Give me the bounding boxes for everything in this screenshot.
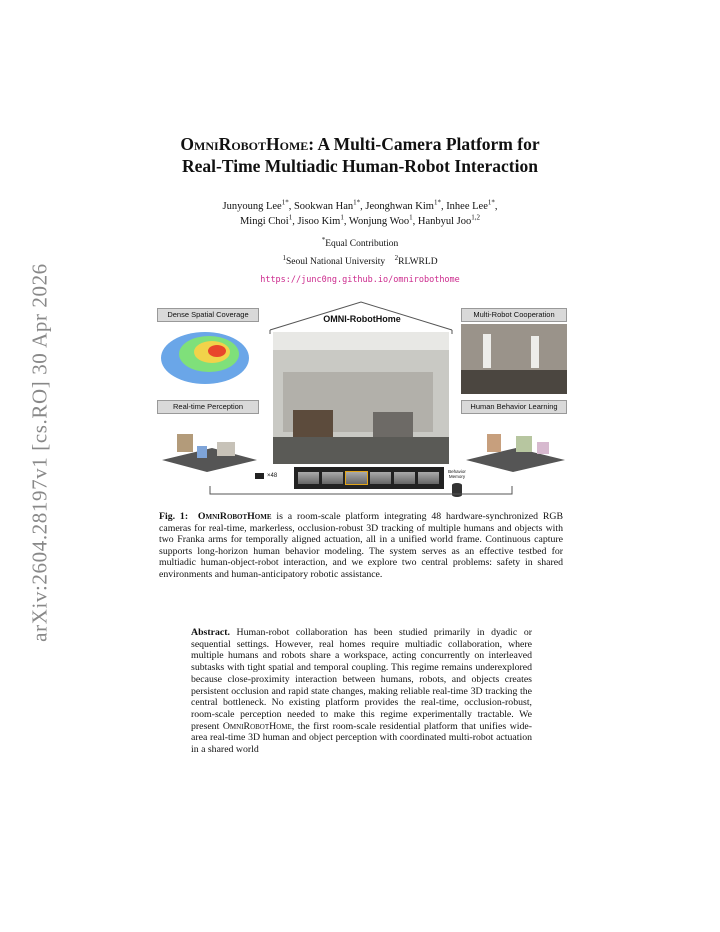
affil1-mark: 1	[282, 253, 286, 262]
caption-text: is a room-scale platform integrating 48 hardware-synchronized RGB cameras for real-time, markerless, occlusion-robust 3D tracking of multiple humans and objects with two Franka arms for temporally aligned actuation, all in a unified world frame. Continuous capture supports long-horizon human behavior modeling. The system serves as an effective testbed for multiadic human-object-robot interaction, and we explore two central problems: safety in shared environments and human-anticipatory robotic assistance.	[159, 511, 563, 580]
behavior-render-image	[461, 416, 567, 474]
affiliations	[120, 253, 600, 267]
film-frame	[370, 472, 391, 484]
camera-count: ×48	[267, 473, 278, 479]
film-frame	[322, 472, 343, 484]
author-sup: 1*	[433, 198, 441, 207]
robot-photo-graphic	[461, 324, 567, 394]
room-photo-graphic	[273, 332, 449, 464]
equal-text: Equal Contribution	[325, 239, 399, 249]
film-frame	[298, 472, 319, 484]
figure-caption	[159, 511, 563, 581]
abstract-text-1: Human-robot collaboration has been studied primarily in dyadic or sequential settings. However, real homes require multiadic collaboration, where multiple humans and robots share a workspace, acting concurrently on interleaved subtasks with tight spatial and temporal coupling. This regime remains underexplored because close-proximity interaction between humans, robots, and objects creates persistent occlusion and rapid state changes, making reliable real-time 3D tracking the central bottleneck. No existing platform provides the real-time, occlusion-robust, room-scale perception needed to make this regime experimentally tractable. We present	[191, 627, 532, 732]
author-sup: 1	[409, 213, 413, 221]
caption-system-name: OmniRobotHome	[197, 511, 272, 522]
label-multi-robot-cooperation: Multi-Robot Cooperation	[461, 308, 567, 322]
title-line2: Real-Time Multiadic Human-Robot Interaction	[182, 156, 538, 176]
room-photo	[273, 332, 449, 464]
author-name: Junyoung Lee	[222, 201, 282, 212]
behavior-render-graphic	[461, 416, 567, 474]
label-dense-spatial-coverage: Dense Spatial Coverage	[157, 308, 259, 322]
authors-line-2: Mingi Choi$^1$, Jisoo Kim$^1$, Wonjung Woo$^1$, Hanbyul Joo$^{1,2}$	[239, 213, 481, 227]
film-frame-selected	[346, 472, 367, 484]
author-name: Hanbyul Joo	[417, 215, 472, 227]
author-name: Jeonghwan Kim	[365, 201, 434, 212]
title-line1-rest: : A Multi-Camera Platform for	[308, 134, 540, 154]
figure-main-title: OMNI-RobotHome	[323, 314, 401, 324]
label-human-behavior-learning: Human Behavior Learning	[461, 400, 567, 414]
figure-bracket-line	[209, 486, 514, 500]
perception-render-image	[157, 416, 259, 474]
author-name: Wonjung Woo	[348, 215, 410, 227]
author-sup: 1	[288, 213, 293, 221]
project-url-link[interactable]: https://junc0ng.github.io/omnirobothome	[260, 275, 460, 285]
author-sup: 1*	[487, 198, 495, 207]
abstract-system-name: OmniRobotHome	[222, 720, 292, 732]
equal-mark: *	[321, 235, 326, 244]
film-frame	[418, 472, 439, 484]
figure-1	[155, 300, 567, 505]
author-sup: 1	[340, 213, 344, 221]
author-sup: 1*	[281, 198, 289, 207]
film-frame	[394, 472, 415, 484]
author-name: Inhee Lee	[446, 201, 488, 212]
equal-contribution-note	[120, 235, 600, 249]
abstract-text-2: , the first room-scale residential platform that unifies wide-area real-time 3D human and object perception with coordinated multi-robot actuation in a shared world	[191, 720, 532, 756]
author-name: Jisoo Kim	[297, 215, 341, 227]
behavior-memory-label: Behavior Memory	[448, 469, 466, 479]
author-list	[120, 200, 600, 229]
title-system-name: OmniRobotHome	[180, 134, 309, 154]
abstract	[191, 627, 532, 756]
perception-render-graphic	[157, 416, 259, 474]
affil2-name: RLWRLD	[398, 257, 438, 267]
caption-label: Fig. 1:	[159, 511, 189, 522]
author-name: Sookwan Han	[293, 201, 354, 212]
coverage-heatmap-graphic	[157, 324, 259, 394]
paper-title	[120, 133, 600, 177]
authors-line-1: Junyoung Lee$^{1*}$, Sookwan Han$^{1*}$, Jeonghwan Kim$^{1*}$, Inhee Lee$^{1*}$,	[222, 198, 498, 212]
author-name: Mingi Choi	[239, 215, 289, 227]
author-sup: 1*	[353, 198, 361, 207]
author-sup: 1,2	[471, 213, 481, 221]
affil2-mark: 2	[394, 253, 399, 262]
coverage-heatmap-image	[157, 324, 259, 394]
arxiv-identifier: arXiv:2604.28197v1 [cs.RO] 30 Apr 2026	[27, 263, 52, 642]
robot-photo	[461, 324, 567, 394]
label-real-time-perception: Real-time Perception	[157, 400, 259, 414]
affil1-name: Seoul National University	[285, 257, 386, 267]
abstract-label: Abstract.	[191, 627, 230, 638]
camera-icon	[255, 473, 264, 479]
